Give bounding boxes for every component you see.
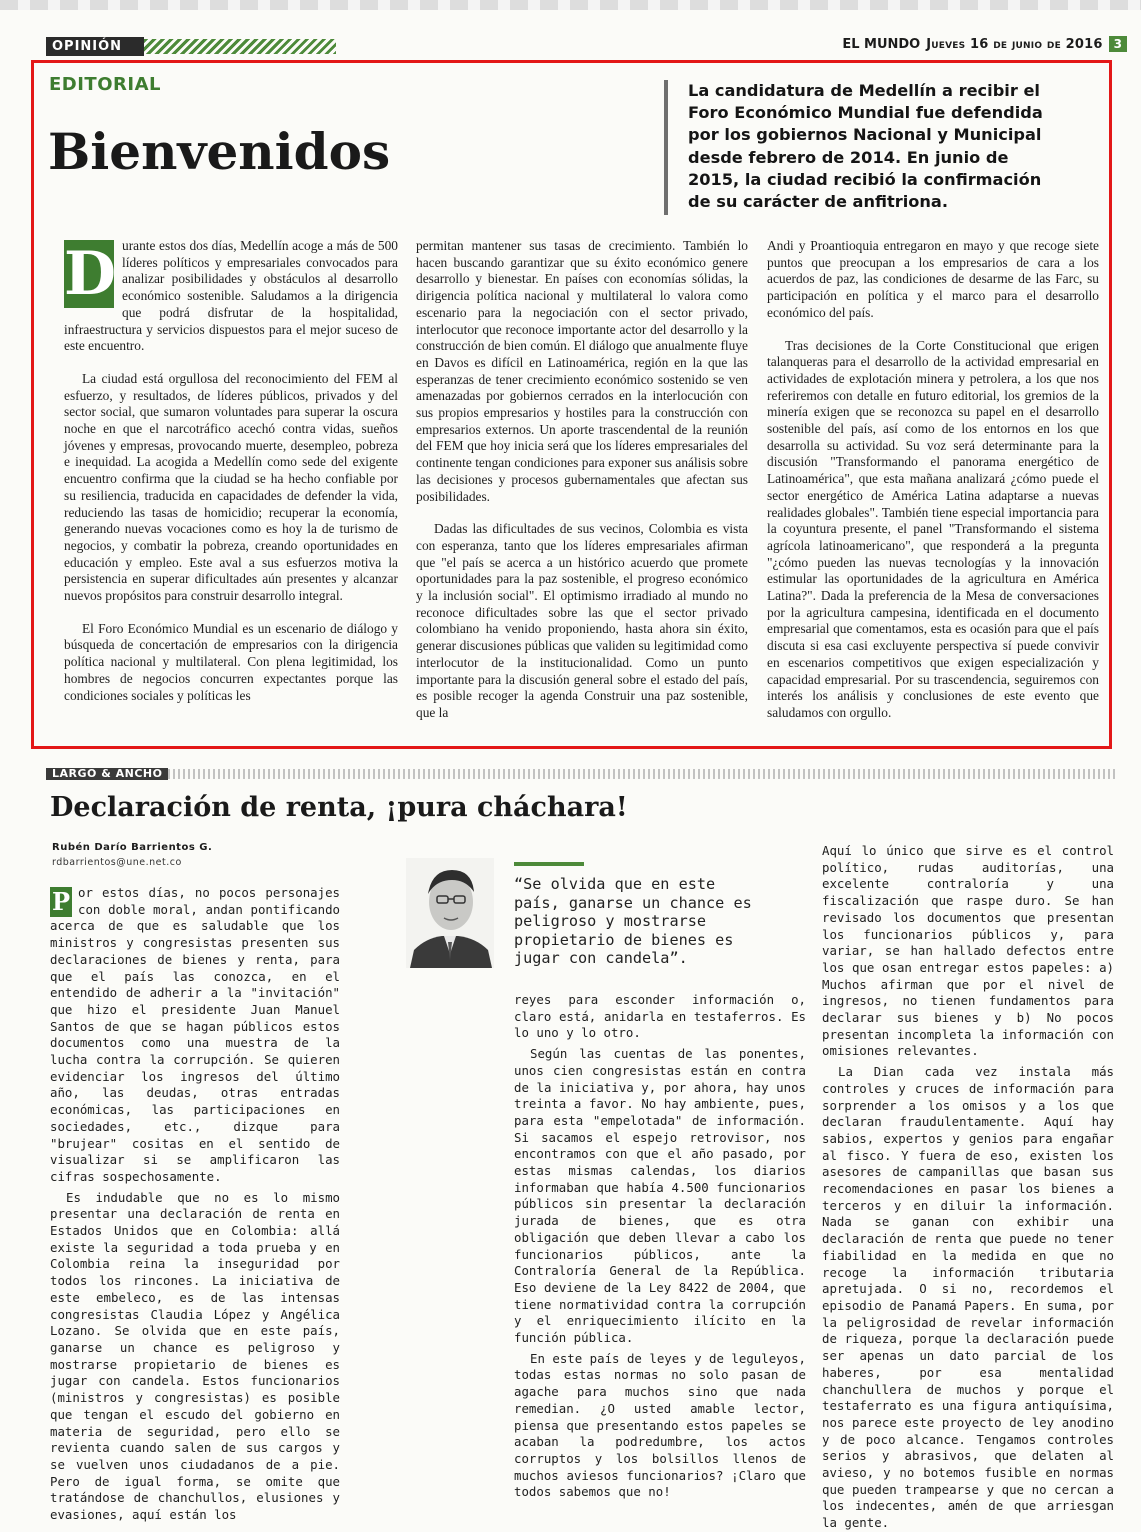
paragraph: El Foro Económico Mundial es un escenario de diálogo y búsqueda de concertación de empresarios con la dirigencia política nacional y multilateral. Con plena legitimidad, los hombres de negocios concurren expectantes porque las condiciones sociales y políticas les <box>64 620 398 703</box>
paragraph: permitan mantener sus tasas de crecimiento. También lo hacen buscando garantizar que su éxito económico genere desarrollo y bienestar. En países con economías sólidas, la dirigencia política nacional y multilateral lo valora como escenario para la negociación con el sector privado, interlocutor que reconoce importante actor del desarrollo y la construcción de bien común. El diálogo que anualmente fluye en Davos es difícil en Latinoamérica, región en la que las esperanzas de tener crecimiento económico sostenido se ven amenazadas por gobiernos cerrados en la interlocución con sus propios empresarios y hostiles para la construcción con empresarios externos. Un aporte trascendental de la reunión del FEM que hoy inicia será que los líderes empresariales del continente tengan condiciones para exponer sus análisis sobre las decisiones y procesos gubernamentales que afectan sus posibilidades. <box>416 238 748 504</box>
top-edge-strip <box>0 0 1141 10</box>
paragraph: Tras decisiones de la Corte Constitucional que erigen talanqueras para el desarrollo de la actividad empresarial en actividades de explotación minera y petrolera, a los que nos referiremos con detalle en futuro editorial, los gremios de la minería exigen que se reconozca su papel en el desarrollo sostenible del país, así como de los entornos en los que desarrolla su actividad. Su voz será determinante para la discusión "Transformando el panorama energético de Latinoamérica", que esta mañana analizará ¿cómo puede el sector energético de América Latina adaptarse a nuevas realidades globales". También tiene especial importancia para la coyuntura presente, el panel "Transformando el sistema agrícola latinoamericano", que responderá a la pregunta "¿cómo pueden las nuevas tecnologías y la innovación estimular las oportunidades de la agricultura en América Latina?". Dada la preferencia de la Mesa de conversaciones por la agricultura campesina, identificada en el documento empresarial que comentamos, esta es ocasión para que el país discuta si esa casi excluyente perspectiva sí puede convivir en escenarios competitivos que exigen especialización y capacidad empresarial. Por su trascendencia, seguiremos con interés los análisis y conclusiones de este evento que saludamos con orgullo. <box>767 337 1099 720</box>
editorial-title: Bienvenidos <box>48 122 391 181</box>
paragraph: Es indudable que no es lo mismo presentar una declaración de renta en Estados Unidos que en Colombia: allá existe la seguridad a toda prueba y en Colombia reina la inseguridad por todos los rincones. La iniciativa de este embeleco, es de las intensas congresistas Claudia López y Angélica Lozano. Se olvida que en este país, ganarse un chance es peligroso y mostrarse propietario de bienes es jugar con candela. Estos funcionarios (ministros y congresistas) es posible que tengan el escudo del gobierno en materia de seguridad, pero ello se revienta cuando salen de sus cargos y se vuelven unos ciudadanos de a pie. Pero de igual forma, se omite que tratándose de chanchullos, elusiones y evasiones, aquí están los <box>50 1189 340 1523</box>
paragraph: Dadas las dificultades de sus vecinos, Colombia es vista con esperanza, tanto que los líderes empresariales afirman que "el país se acerca a un histórico acuerdo que promete oportunidades para la paz sostenible, el progreso económico y la inclusión social". El optimismo irradiado al mundo no reconoce dificultades sobre las que el sector privado colombiano ha venido proponiendo, hasta ahora sin éxito, generar discusiones públicas que validen su legitimidad como interlocutor de la institucionalidad. Como un punto importante para la discusión general sobre el estado del país, es posible recoger la agenda Construir una paz sostenible, que la <box>416 521 748 720</box>
section-label: LARGO & ANCHO <box>46 768 168 780</box>
column-text-3 <box>822 843 1114 1532</box>
pullquote: “Se olvida que en este país, ganarse un chance es peligroso y mostrarse propietario de bienes es jugar con candela”. <box>514 875 752 968</box>
paragraph: La ciudad está orgullosa del reconocimiento del FEM al esfuerzo, y resultados, de líderes públicos, privados y del sector social, que sumaron voluntades para superar la oscura noche en que el narcotráfico acechó contra vidas, sueños jóvenes y empresas, provocando muerte, desempleo, pobreza e inequidad. La acogida a Medellín como sede del exigente encuentro confirma que la ciudad se ha hecho confiable por su resiliencia, traducida en capacidades de defender la vida, reduciendo las tasas de homicidio; recuperar la economía, generando nuevas vocaciones como es hoy la de turismo de negocios, y combatir la pobreza, creando oportunidades en educación y empleo. Este aval a sus esfuerzos motiva la persistencia en superar dificultades aún presentes y alcanzar nuevos propósitos para construir desarrollo integral. <box>64 370 398 604</box>
paragraph: urante estos dos días, Medellín acoge a más de 500 líderes políticos y empresariales convocados para analizar posibilidades y obstáculos al desarrollo económico sostenible. Saludamos a la dirigencia que podrá disfrutar de la hospitalidad, infraestructura y servicios dispuestos para el mejor suceso de este encuentro. <box>64 238 398 354</box>
editorial-column-3 <box>767 238 1099 722</box>
column-text-1 <box>50 885 340 1524</box>
column-text-2 <box>514 992 806 1501</box>
paragraph: reyes para esconder información o, claro está, anidarla en testaferros. Es lo uno y lo otro. <box>514 992 806 1041</box>
column-title: Declaración de renta, ¡pura cháchara! <box>50 792 628 823</box>
editorial-column-1 <box>64 238 398 704</box>
paper-name: EL MUNDO <box>842 36 921 52</box>
pullquote-rule <box>514 862 584 866</box>
author-email: rdbarrientos@une.net.co <box>52 857 182 868</box>
section-label: OPINIÓN <box>46 37 144 56</box>
section-stripes <box>144 39 336 54</box>
dropcap: D <box>64 239 117 309</box>
deck-text: La candidatura de Medellín a recibir el Foro Económico Mundial fue defendida por los gobiernos Nacional y Municipal desde febrero de 2014. En junio de 2015, la ciudad recibió la confirmación de su carácter de anfitriona. <box>688 81 1043 212</box>
author-name: Rubén Darío Barrientos G. <box>52 842 213 853</box>
editorial-deck <box>664 80 1064 215</box>
author-photo <box>406 858 494 968</box>
section-stripes <box>168 769 1116 779</box>
editorial-column-2 <box>416 238 748 722</box>
page-number: 3 <box>1109 36 1127 52</box>
dropcap: P <box>51 887 71 916</box>
paragraph: Aquí lo único que sirve es el control político, rudas auditorías, una excelente contraloría y una fiscalización que raspe duro. Se han revisado los documentos que presentan los funcionarios públicos y, para variar, se han hallado defectos entre los que osan entregar estos papeles: a) Muchos afirman que por el nivel de ingresos, no tienen fundamentos para declarar sus bienes y b) No pocos presentan incompleta la información con omisiones relevantes. <box>822 843 1114 1059</box>
editorial-tag: EDITORIAL <box>49 74 161 95</box>
issue-date: Jueves 16 de junio de 2016 <box>926 36 1103 52</box>
paragraph: En este país de leyes y de leguleyos, todas estas normas no solo pasan de agache para muchos sino que nada remedian. ¿O usted amable lector, piensa que presentando estos papeles se acaban la podredumbre, los actos corruptos y los bolsillos llenos de muchos aviesos funcionarios? ¡Claro que todos sabemos que no! <box>514 1350 807 1500</box>
paragraph: Según las cuentas de las ponentes, unos cien congresistas están en contra de la iniciativa y, por ahora, hay unos treinta a favor. No hay ambiente, pues, para esta "empelotada" de información. Si sacamos el espejo retrovisor, nos encontramos con que el año pasado, por estas mismas calendas, los diarios informaban que había 4.500 funcionarios públicos sin presentar la declaración jurada de bienes, que es otra obligación que deben llevar a cabo los funcionarios públicos, ante la Contraloría General de la República. Eso deviene de la Ley 8422 de 2004, que tiene normatividad contra la corrupción y el enriquecimiento ilícito en la función pública. <box>514 1046 806 1346</box>
paragraph: La Dian cada vez instala más controles y cruces de información para sorprender a los omisos y a los que declaran fraudulentamente. Aquí hay sabios, expertos y genios para engañar al fisco. Y fuera de eso, existen los asesores de campanillas que basan sus recomendaciones en pasar los bienes a terceros y en diluir la información. Nada se ganan con exhibir una declaración de renta que puede no tener fiabilidad en la medida en que no recoge la información tributaria apretujada. O si no, recordemos el episodio de Panamá Papers. En suma, por la peligrosidad de revelar información de riqueza, porque la declaración puede ser apenas un dato parcial de los haberes, por esa mentalidad chanchullera de muchos y porque el testaferrato es una figura antiquísima, nos parece este proyecto de ley anodino y de poco alcance. Tengamos controles serios y abrasivos, que delaten al avieso, y no botemos fusible en normas que pueden trampearse y que no cercan a los indecentes, amén de que arriesgan la gente. <box>822 1064 1114 1531</box>
section-tab-opinion <box>46 37 336 56</box>
masthead <box>842 36 1127 52</box>
paragraph: or estos días, no pocos personajes con doble moral, andan pontificando acerca de que es saludable que los ministros y congresistas presenten sus declaraciones de bienes y renta, para que el país las conozca, en el entendido de adherir a la "invitación" que hizo el presidente Juan Manuel Santos de que se hagan públicos estos documentos como una muestra de la lucha contra la corrupción. Se quieren evidenciar los ingresos del último año, las deudas, otras entradas económicas, las participaciones en sociedades, etc., dizque para "brujear" cositas en el sentido de visualizar si se amplificaron las cifras sospechosamente. <box>50 885 340 1184</box>
paragraph: Andi y Proantioquia entregaron en mayo y que recoge siete puntos que preocupan a los empresarios de cara a los acuerdos de paz, las condiciones de desarme de las Farc, su participación en política y el marco para el desarrollo económico del país. <box>767 238 1099 320</box>
section-tab-largo-ancho <box>46 768 1116 780</box>
